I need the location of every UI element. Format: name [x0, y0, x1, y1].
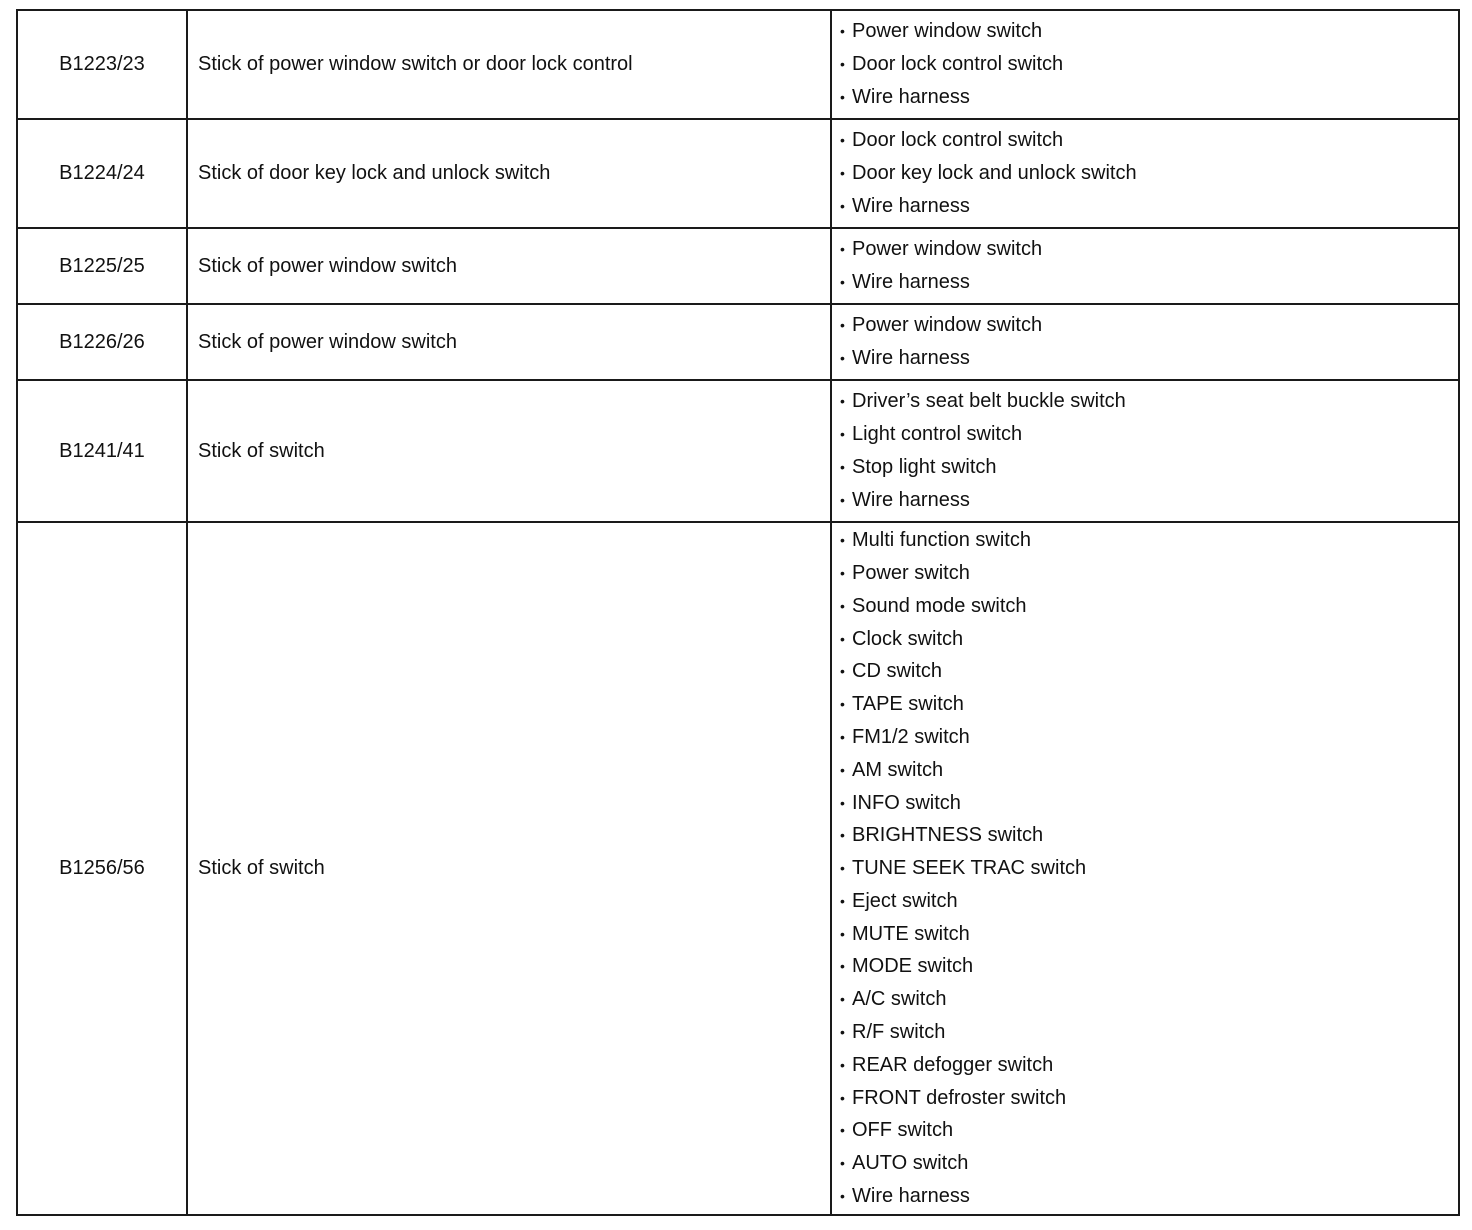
bullet-icon: •: [840, 827, 845, 844]
bullet-icon: •: [840, 564, 845, 581]
dtc-table: [16, 9, 1460, 1216]
list-item: [840, 721, 1458, 754]
list-item: [840, 688, 1458, 721]
list-item: [840, 819, 1458, 852]
part-name: Wire harness: [852, 347, 970, 369]
dtc-code: B1241/41: [17, 380, 187, 522]
part-name: Wire harness: [852, 1185, 970, 1208]
part-name: Multi function switch: [852, 529, 1031, 552]
part-name: TUNE SEEK TRAC switch: [852, 857, 1087, 880]
list-item: [840, 157, 1458, 190]
part-name: Door lock control switch: [852, 53, 1064, 76]
inspection-parts: [831, 522, 1459, 1215]
inspection-parts: [831, 119, 1459, 228]
dtc-code: B1224/24: [17, 119, 187, 228]
bullet-icon: •: [840, 459, 845, 475]
part-name: INFO switch: [852, 791, 961, 814]
list-item: [840, 124, 1458, 157]
bullet-icon: •: [840, 317, 845, 334]
table-row: [17, 10, 1459, 119]
list-item: [840, 524, 1458, 557]
list-item: [840, 1147, 1458, 1180]
bullet-icon: •: [840, 696, 845, 713]
parts-list: [840, 524, 1458, 1213]
dtc-code: B1223/23: [17, 10, 187, 119]
list-item: [840, 950, 1458, 983]
bullet-icon: •: [840, 426, 845, 443]
dtc-description: Stick of switch: [187, 380, 831, 522]
list-item: [840, 983, 1458, 1016]
part-name: Door key lock and unlock switch: [852, 162, 1137, 185]
list-item: [840, 266, 1458, 299]
list-item: [840, 885, 1458, 918]
part-name: Clock switch: [852, 627, 964, 650]
bullet-icon: •: [840, 241, 845, 258]
list-item: [840, 590, 1458, 623]
dtc-code: B1225/25: [17, 228, 187, 304]
part-name: REAR defogger switch: [852, 1053, 1054, 1076]
dtc-table-body: [17, 10, 1459, 1215]
bullet-icon: •: [840, 393, 845, 410]
part-name: MUTE switch: [852, 922, 970, 945]
bullet-icon: •: [840, 728, 845, 745]
bullet-icon: •: [840, 491, 845, 508]
list-item: [840, 655, 1458, 688]
bullet-icon: •: [840, 1188, 845, 1205]
dtc-description: Stick of switch: [187, 522, 831, 1215]
part-name: Eject switch: [852, 889, 958, 912]
part-name: Driver’s seat belt buckle switch: [852, 390, 1126, 413]
bullet-icon: •: [840, 860, 845, 877]
list-item: [840, 1016, 1458, 1049]
part-name: Power window switch: [852, 314, 1043, 337]
list-item: [840, 1049, 1458, 1082]
bullet-icon: •: [840, 56, 845, 73]
table-row: [17, 304, 1459, 380]
part-name: Wire harness: [852, 85, 970, 108]
bullet-icon: •: [840, 925, 845, 942]
part-name: A/C switch: [852, 988, 947, 1011]
list-item: [840, 451, 1458, 484]
list-item: [840, 385, 1458, 418]
list-item: [840, 81, 1458, 114]
list-item: [840, 190, 1458, 223]
bullet-icon: •: [840, 663, 845, 680]
part-name: BRIGHTNESS switch: [852, 824, 1044, 847]
bullet-icon: •: [840, 1089, 845, 1106]
table-row: [17, 522, 1459, 1215]
part-name: Power switch: [852, 561, 970, 584]
dtc-description: Stick of power window switch: [187, 228, 831, 304]
bullet-icon: •: [840, 597, 845, 614]
table-row: [17, 119, 1459, 228]
part-name: FRONT defroster switch: [852, 1086, 1067, 1109]
bullet-icon: •: [840, 958, 845, 975]
bullet-icon: •: [840, 761, 845, 778]
part-name: CD switch: [852, 660, 943, 683]
list-item: [840, 309, 1458, 342]
part-name: OFF switch: [852, 1119, 954, 1142]
bullet-icon: •: [840, 274, 845, 290]
inspection-parts: [831, 10, 1459, 119]
bullet-icon: •: [840, 197, 845, 214]
parts-list: [840, 124, 1458, 222]
bullet-icon: •: [840, 892, 845, 909]
part-name: Light control switch: [852, 423, 1023, 446]
bullet-icon: •: [840, 630, 845, 647]
dtc-description: Stick of power window switch: [187, 304, 831, 380]
dtc-description: Stick of power window switch or door lock control: [187, 10, 831, 119]
bullet-icon: •: [840, 1024, 845, 1041]
part-name: Wire harness: [852, 488, 970, 511]
inspection-parts: [831, 380, 1459, 522]
dtc-code: B1256/56: [17, 522, 187, 1215]
part-name: Stop light switch: [852, 456, 997, 478]
dtc-description: Stick of door key lock and unlock switch: [187, 119, 831, 228]
bullet-icon: •: [840, 794, 845, 811]
inspection-parts: [831, 228, 1459, 304]
table-row: [17, 380, 1459, 522]
list-item: [840, 1082, 1458, 1115]
list-item: [840, 787, 1458, 820]
list-item: [840, 1114, 1458, 1147]
part-name: Sound mode switch: [852, 594, 1027, 617]
bullet-icon: •: [840, 1122, 845, 1139]
bullet-icon: •: [840, 350, 845, 366]
part-name: Door lock control switch: [852, 129, 1064, 152]
bullet-icon: •: [840, 23, 845, 40]
bullet-icon: •: [840, 1056, 845, 1073]
part-name: TAPE switch: [852, 693, 964, 716]
list-item: [840, 15, 1458, 48]
part-name: Power window switch: [852, 20, 1043, 43]
list-item: [840, 754, 1458, 787]
bullet-icon: •: [840, 532, 845, 549]
bullet-icon: •: [840, 132, 845, 149]
parts-list: [840, 385, 1458, 516]
parts-list: [840, 309, 1458, 375]
part-name: AM switch: [852, 758, 944, 781]
inspection-parts: [831, 304, 1459, 380]
list-item: [840, 918, 1458, 951]
bullet-icon: •: [840, 88, 845, 105]
parts-list: [840, 15, 1458, 113]
table-row: [17, 228, 1459, 304]
list-item: [840, 1180, 1458, 1213]
list-item: [840, 557, 1458, 590]
list-item: [840, 342, 1458, 375]
list-item: [840, 418, 1458, 451]
list-item: [840, 48, 1458, 81]
list-item: [840, 233, 1458, 266]
bullet-icon: •: [840, 165, 845, 182]
part-name: Power window switch: [852, 238, 1043, 261]
bullet-icon: •: [840, 991, 845, 1008]
list-item: [840, 484, 1458, 517]
part-name: MODE switch: [852, 955, 974, 978]
part-name: Wire harness: [852, 271, 970, 293]
parts-list: [840, 233, 1458, 299]
list-item: [840, 623, 1458, 656]
part-name: R/F switch: [852, 1021, 946, 1044]
part-name: AUTO switch: [852, 1152, 969, 1175]
bullet-icon: •: [840, 1155, 845, 1172]
dtc-code: B1226/26: [17, 304, 187, 380]
part-name: FM1/2 switch: [852, 725, 970, 748]
list-item: [840, 852, 1458, 885]
part-name: Wire harness: [852, 194, 970, 217]
